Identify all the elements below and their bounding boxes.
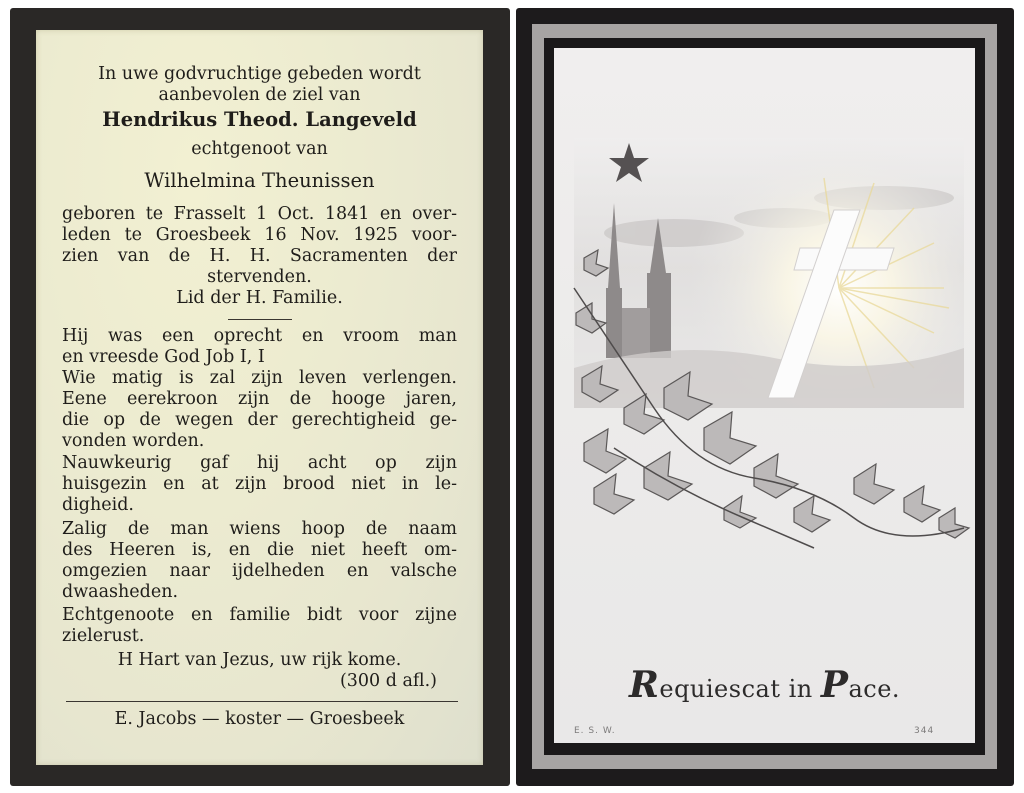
verse-line-7: Nauwkeurig gaf hij acht op zijn — [62, 453, 457, 473]
verse-line-9: digheid. — [62, 495, 134, 515]
spouse-name: Wilhelmina Theunissen — [144, 169, 375, 192]
illustration-panel — [554, 48, 975, 743]
spouse-intro: echtgenoot van — [191, 139, 328, 159]
requiescat-caption — [554, 664, 975, 706]
printer-footer: E. Jacobs — koster — Groesbeek — [114, 709, 405, 729]
caption-middle: equiescat in — [659, 675, 821, 703]
intro-line-1: In uwe godvruchtige gebeden wordt — [98, 64, 421, 84]
cross-and-ivy-illustration — [554, 48, 975, 648]
caption-initial-p: P — [820, 664, 849, 706]
verse-line-2: en vreesde God Job I, I — [62, 347, 265, 367]
memorial-image-card — [516, 8, 1014, 786]
deceased-name: Hendrikus Theod. Langeveld — [102, 108, 417, 131]
caption-end: ace. — [848, 675, 901, 703]
verse-line-1: Hij was een oprecht en vroom man — [62, 326, 457, 346]
bio-line-2: leden te Groesbeek 16 Nov. 1925 voor- — [62, 225, 457, 245]
caption-initial-r: R — [628, 664, 660, 706]
bio-line-1: geboren te Frasselt 1 Oct. 1841 en over- — [62, 204, 457, 224]
verse-line-13: dwaasheden. — [62, 582, 179, 602]
verse-line-12: omgezien naar ijdelheden en valsche — [62, 561, 457, 581]
verse-line-5: die op de wegen der gerechtigheid ge- — [62, 410, 457, 430]
intro-line-2: aanbevolen de ziel van — [158, 85, 361, 105]
verse-line-4: Eene eerekroon zijn de hooge jaren, — [62, 389, 457, 409]
verse-line-3: Wie matig is zal zijn leven verlengen. — [62, 368, 457, 388]
verse-line-10: Zalig de man wiens hoop de naam — [62, 519, 457, 539]
bio-line-4: stervenden. — [207, 267, 312, 287]
card-paper — [36, 30, 483, 765]
footer-divider — [66, 701, 458, 702]
verse-line-6: vonden worden. — [62, 431, 205, 451]
verse-line-14: Echtgenoote en familie bidt voor zijne — [62, 605, 457, 625]
verse-line-15: zielerust. — [62, 626, 145, 646]
verse-line-11: des Heeren is, en die niet heeft om- — [62, 540, 457, 560]
printer-mark: E. S. W. — [574, 726, 616, 736]
verse-line-8: huisgezin en at zijn brood niet in le- — [62, 474, 457, 494]
short-divider — [228, 319, 292, 320]
prayer-line: H Hart van Jezus, uw rijk kome. — [117, 650, 402, 670]
memorial-text-card — [10, 8, 510, 786]
bio-line-5: Lid der H. Familie. — [176, 288, 343, 308]
bio-line-3: zien van de H. H. Sacramenten der — [62, 246, 457, 266]
indulgence-note: (300 d afl.) — [339, 671, 437, 691]
plate-number: 344 — [914, 726, 935, 736]
